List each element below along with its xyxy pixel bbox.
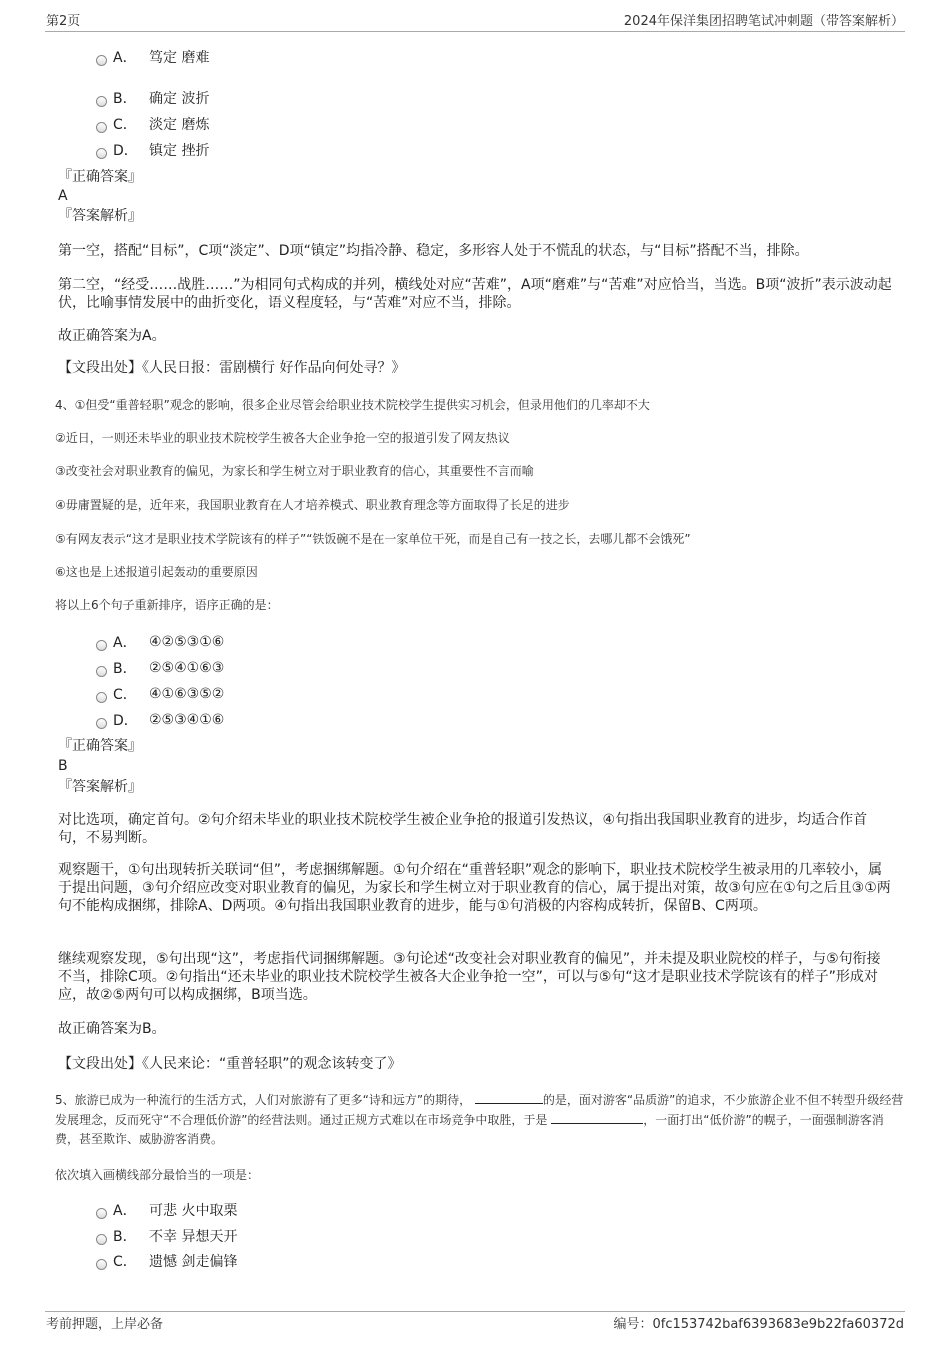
analysis-conclusion: 故正确答案为B。 xyxy=(58,1021,166,1037)
document-title: 2024年保洋集团招聘笔试冲刺题（带答案解析） xyxy=(623,14,904,29)
answer-value: A xyxy=(58,188,68,204)
answer-label: 『正确答案』 xyxy=(58,738,142,754)
q4-sentence: ⑥这也是上述报道引起轰动的重要原因 xyxy=(55,565,258,579)
radio-icon[interactable] xyxy=(96,55,107,66)
q3-option-c[interactable]: C． 淡定 磨炼 xyxy=(96,114,209,134)
q4-option-a[interactable]: A． ④②⑤③①⑥ xyxy=(96,632,224,652)
answer-label: 『正确答案』 xyxy=(58,169,142,185)
page-number: 第2页 xyxy=(46,14,81,29)
footer-slogan: 考前押题，上岸必备 xyxy=(46,1317,164,1332)
q5-prompt: 依次填入画横线部分最恰当的一项是： xyxy=(55,1168,260,1182)
document-id: 编号：0fc153742baf6393683e9b22fa60372d xyxy=(613,1317,904,1332)
q5-option-c[interactable]: C． 遗憾 剑走偏锋 xyxy=(96,1251,237,1271)
radio-icon[interactable] xyxy=(96,640,107,651)
q5-option-a[interactable]: A． 可悲 火中取栗 xyxy=(96,1200,237,1220)
q3-option-d[interactable]: D． 镇定 挫折 xyxy=(96,140,209,160)
radio-icon[interactable] xyxy=(96,718,107,729)
radio-icon[interactable] xyxy=(96,692,107,703)
q3-option-a[interactable]: A． 笃定 磨难 xyxy=(96,47,209,67)
radio-icon[interactable] xyxy=(96,666,107,677)
q4-sentence: 4、①但受“重普轻职”观念的影响，很多企业尽管会给职业技术院校学生提供实习机会，但录用他们的几率却不大 xyxy=(55,398,650,412)
radio-icon[interactable] xyxy=(96,96,107,107)
analysis-paragraph: 第一空，搭配“目标”，C项“淡定”、D项“镇定”均指冷静、稳定，多形容人处于不慌乱的状态，与“目标”搭配不当，排除。 xyxy=(58,243,809,259)
fill-blank-2 xyxy=(551,1111,643,1124)
source-citation: 【文段出处】《人民日报：雷剧横行 好作品向何处寻？》 xyxy=(58,360,406,376)
radio-icon[interactable] xyxy=(96,1208,107,1219)
q4-prompt: 将以上6个句子重新排序，语序正确的是： xyxy=(55,598,279,612)
q3-option-b[interactable]: B． 确定 波折 xyxy=(96,88,209,108)
q4-sentence: ②近日，一则还未毕业的职业技术院校学生被各大企业争抢一空的报道引发了网友热议 xyxy=(55,431,510,445)
q4-sentence: ③改变社会对职业教育的偏见，为家长和学生树立对于职业教育的信心，其重要性不言而喻 xyxy=(55,464,534,478)
radio-icon[interactable] xyxy=(96,148,107,159)
analysis-label: 『答案解析』 xyxy=(58,779,142,795)
radio-icon[interactable] xyxy=(96,1259,107,1270)
analysis-conclusion: 故正确答案为A。 xyxy=(58,328,166,344)
analysis-label: 『答案解析』 xyxy=(58,208,142,224)
q4-sentence: ⑤有网友表示“这才是职业技术学院该有的样子”“铁饭碗不是在一家单位干死，而是自己有一技之长，去哪儿都不会饿死” xyxy=(55,532,691,546)
radio-icon[interactable] xyxy=(96,1234,107,1245)
q4-option-d[interactable]: D． ②⑤③④①⑥ xyxy=(96,710,224,730)
q4-option-c[interactable]: C． ④①⑥③⑤② xyxy=(96,684,224,704)
analysis-paragraph: 对比选项，确定首句。②句介绍未毕业的职业技术院校学生被企业争抢的报道引发热议，④句指出我国职业教育的进步，均适合作首句，不易判断。 xyxy=(58,812,868,846)
source-citation: 【文段出处】《人民来论：“重普轻职”的观念该转变了》 xyxy=(58,1056,402,1072)
header-divider xyxy=(45,31,905,32)
q5-stem: 5、旅游已成为一种流行的生活方式，人们对旅游有了更多“诗和远方”的期待， 的是，面对游客“品质游”的追求，不少旅游企业不但不转型升级经营发展理念，反而死守“不合理低价游”的经营法则。通过正规方式难以在市场竞争中取胜，于是 ，一面打出“低价游”的幌子，一面强制游客消费，甚至欺诈、威胁游客消费。 xyxy=(55,1093,904,1146)
answer-value: B xyxy=(58,758,68,774)
q5-option-b[interactable]: B． 不幸 异想天开 xyxy=(96,1226,237,1246)
radio-icon[interactable] xyxy=(96,122,107,133)
q4-option-b[interactable]: B． ②⑤④①⑥③ xyxy=(96,658,224,678)
analysis-paragraph: 继续观察发现，⑤句出现“这”，考虑指代词捆绑解题。③句论述“改变社会对职业教育的偏见”，并未提及职业院校的样子，与⑤句衔接不当，排除C项。②句指出“还未毕业的职业技术院校学生被各大企业争抢一空”，可以与⑤句“这才是职业技术学院该有的样子”形成对应，故②⑤两句可以构成捆绑，B项当选。 xyxy=(58,951,881,1003)
analysis-paragraph: 观察题干，①句出现转折关联词“但”，考虑捆绑解题。①句介绍在“重普轻职”观念的影响下，职业技术院校学生被录用的几率较小，属于提出问题，③句介绍应改变对职业教育的偏见，为家长和学生树立对于职业教育的信心，属于提出对策，故③句应在①句之后且③①两句不能构成捆绑，排除A、D两项。④句指出我国职业教育的进步，能与①句消极的内容构成转折，保留B、C两项。 xyxy=(58,862,891,914)
q4-sentence: ④毋庸置疑的是，近年来，我国职业教育在人才培养模式、职业教育理念等方面取得了长足的进步 xyxy=(55,498,570,512)
analysis-paragraph: 第二空，“经受……战胜……”为相同句式构成的并列，横线处对应“苦难”，A项“磨难”与“苦难”对应恰当，当选。B项“波折”表示波动起伏，比喻事情发展中的曲折变化，语义程度轻，与“苦难”对应不当，排除。 xyxy=(58,277,892,311)
fill-blank-1 xyxy=(475,1091,543,1104)
footer-divider xyxy=(45,1311,905,1312)
